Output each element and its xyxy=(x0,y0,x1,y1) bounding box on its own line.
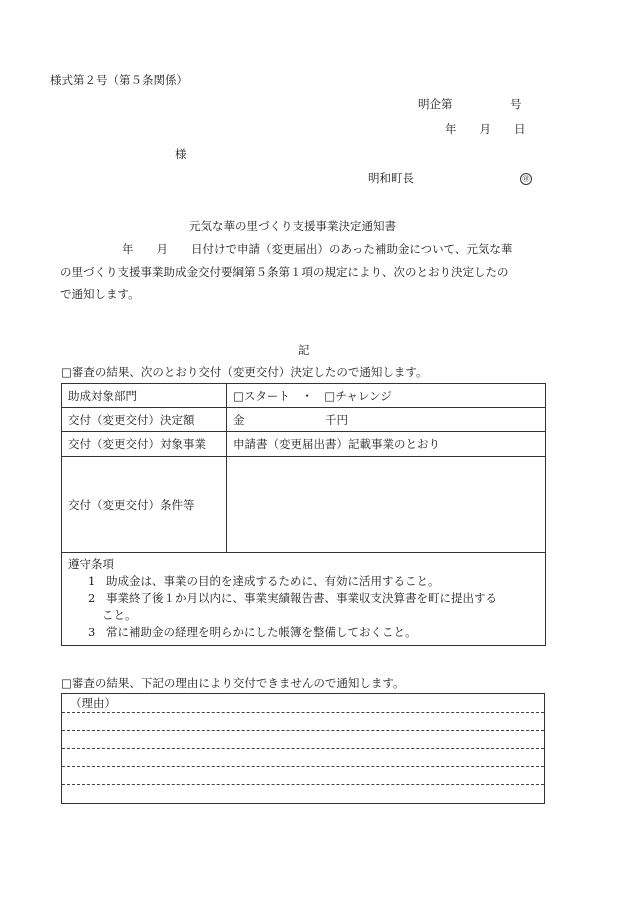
document-title: 元気な華の里づくり支援事業決定通知書 xyxy=(189,219,396,233)
reason-line xyxy=(62,766,544,767)
rule-item: 3 常に補助金の経理を明らかにした帳簿を整備しておくこと。 xyxy=(88,625,417,639)
table-row xyxy=(62,408,546,432)
rules-row xyxy=(62,553,546,646)
approval-option: □審査の結果、次のとおり交付（変更交付）決定したので通知します。 xyxy=(61,365,428,379)
body-line-2: の里づくり支援事業助成金交付要綱第５条第１項の規定により、次のとおり決定したの xyxy=(60,264,509,279)
reason-line xyxy=(62,712,544,713)
rejection-option: □審査の結果、下記の理由により交付できませんので通知します。 xyxy=(61,676,405,690)
recipient-suffix: 様 xyxy=(175,147,187,161)
decision-table xyxy=(61,383,546,646)
reason-line xyxy=(62,748,544,749)
issuer-name: 明和町長 xyxy=(368,171,414,185)
row-label: 交付（変更交付）対象事業 xyxy=(62,432,227,457)
row-value: 申請書（変更届出書）記載事業のとおり xyxy=(227,432,546,457)
table-row xyxy=(62,457,546,553)
ki-heading: 記 xyxy=(298,343,310,357)
rule-item: 2 事業終了後１か月以内に、事業実績報告書、事業収支決算書を町に提出する こと。 xyxy=(88,591,497,622)
row-value xyxy=(227,457,546,553)
reason-box xyxy=(61,693,545,804)
row-label: 交付（変更交付）条件等 xyxy=(62,457,227,553)
rules-box xyxy=(62,553,546,646)
body-line-1: 年 月 日付けで申請（変更届出）のあった補助金について、元気な華 xyxy=(122,242,513,256)
document-number: 明企第 号 xyxy=(418,97,522,111)
row-label: 助成対象部門 xyxy=(62,384,227,408)
table-row xyxy=(62,432,546,457)
table-row xyxy=(62,384,546,408)
seal-mark: ㊞ xyxy=(520,170,532,185)
body-paragraph xyxy=(60,238,560,306)
form-number: 様式第２号（第５条関係） xyxy=(50,73,188,87)
row-value: □スタート ・ □チャレンジ xyxy=(227,384,546,408)
rule-item: 1 助成金は、事業の目的を達成するために、有効に活用すること。 xyxy=(88,574,440,588)
body-line-3: で通知します。 xyxy=(60,287,140,301)
reason-line xyxy=(62,784,544,785)
issue-date: 年 月 日 xyxy=(445,122,526,136)
reason-line xyxy=(62,730,544,731)
rules-title: 遵守条項 xyxy=(68,557,114,571)
reason-label: （理由） xyxy=(70,696,116,710)
row-value: 金 千円 xyxy=(227,408,546,432)
row-label: 交付（変更交付）決定額 xyxy=(62,408,227,432)
